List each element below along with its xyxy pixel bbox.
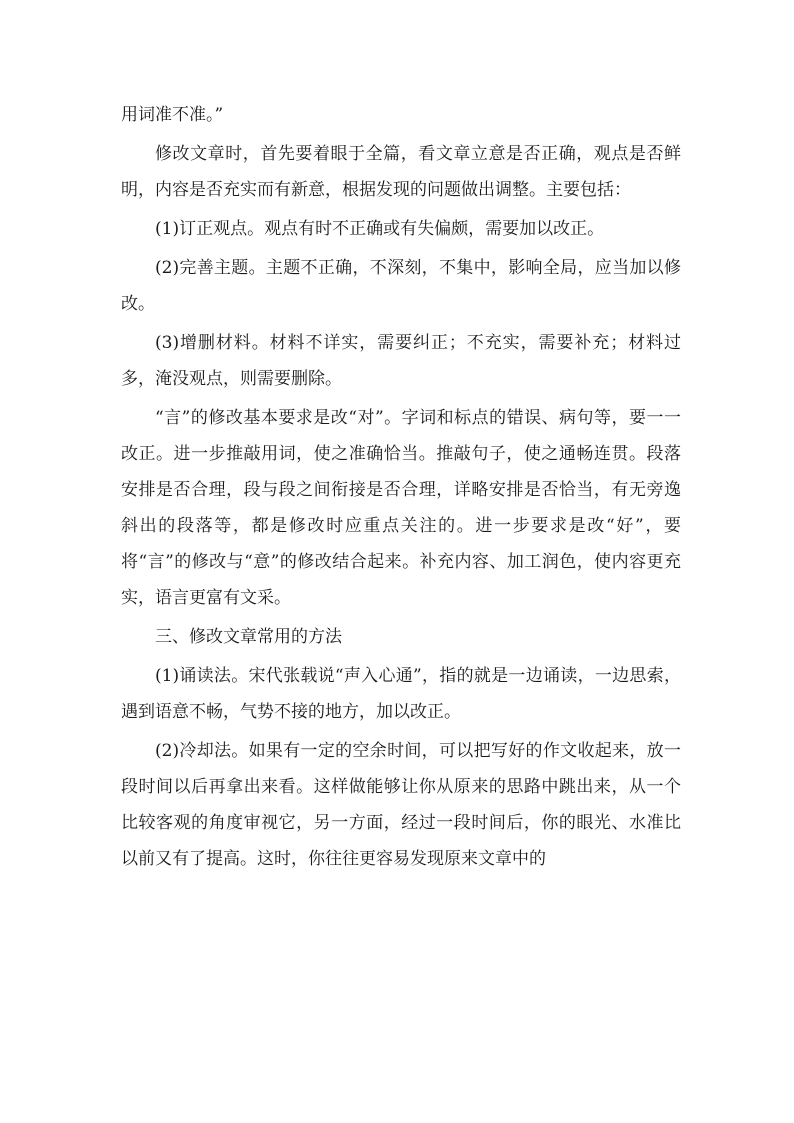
paragraph-5: (3)增删材料。材料不详实，需要纠正；不充实，需要补充；材料过多，淹没观点，则需要删除。 xyxy=(121,333,681,389)
section-heading: 三、修改文章常用的方法 xyxy=(155,627,342,647)
paragraph-1: 用词准不准。” xyxy=(121,105,224,125)
paragraph-9: (2)冷却法。如果有一定的空余时间，可以把写好的作文收起来，放一段时间以后再拿出来看。这样做能够让你从原来的思路中跳出来，从一个比较客观的角度审视它，另一方面，经过一段时间后，你的眼光、水准比以前又有了提高。这时，你往往更容易发现原来文章中的 xyxy=(121,741,681,869)
document-body xyxy=(121,97,681,877)
paragraph-6: “言”的修改基本要求是改“对”。字词和标点的错误、病句等，要一一改正。进一步推敲用词，使之准确恰当。推敲句子，使之通畅连贯。段落安排是否合理，段与段之间衔接是否合理，详略安排是否恰当，有无旁逸斜出的段落等，都是修改时应重点关注的。进一步要求是改“好”，要将“言”的修改与“意”的修改结合起来。补充内容、加工润色，使内容更充实，语言更富有文采。 xyxy=(121,408,681,608)
paragraph-8: (1)诵读法。宋代张载说“声入心通”，指的就是一边诵读，一边思索，遇到语意不畅，气势不接的地方，加以改正。 xyxy=(121,666,681,722)
paragraph-3: (1)订正观点。观点有时不正确或有失偏颇，需要加以改正。 xyxy=(155,219,605,239)
paragraph-2: 修改文章时，首先要着眼于全篇，看文章立意是否正确，观点是否鲜明，内容是否充实而有新意，根据发现的问题做出调整。主要包括： xyxy=(121,144,681,200)
paragraph-4: (2)完善主题。主题不正确，不深刻，不集中，影响全局，应当加以修改。 xyxy=(121,258,681,314)
